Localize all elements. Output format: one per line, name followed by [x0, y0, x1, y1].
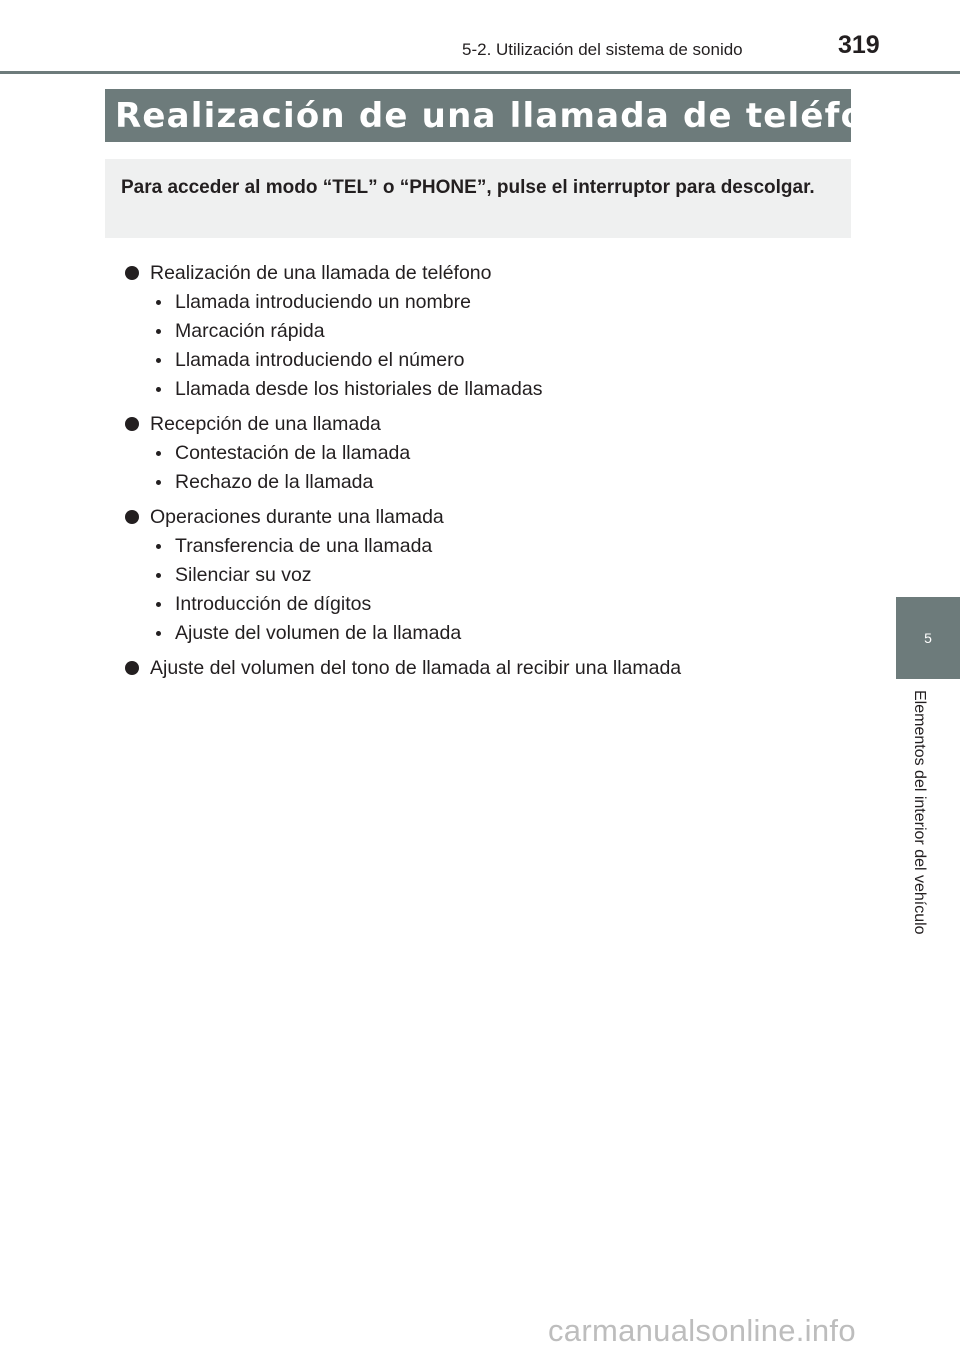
list-item: [125, 439, 855, 468]
group-heading-label: Operaciones durante una llamada: [150, 506, 444, 528]
page-number: 319: [838, 31, 880, 59]
chapter-number: 5: [924, 630, 932, 646]
bullet-icon: [156, 300, 161, 305]
list-item-label: Llamada introduciendo el número: [175, 349, 465, 371]
group: [125, 259, 855, 404]
bullet-dot-icon: [125, 417, 139, 431]
bullet-dot-icon: [125, 266, 139, 280]
group: [125, 410, 855, 497]
bullet-icon: [156, 358, 161, 363]
bullet-dot-icon: [125, 661, 139, 675]
list-item: [125, 346, 855, 375]
list-item: [125, 317, 855, 346]
bullet-icon: [156, 480, 161, 485]
bullet-dot-icon: [125, 510, 139, 524]
title-bar: [105, 89, 916, 142]
list-item: [125, 590, 855, 619]
group-heading: [125, 410, 855, 439]
list-item: [125, 532, 855, 561]
content: [125, 259, 855, 689]
intro-text: Para acceder al modo “TEL” o “PHONE”, pulse el interruptor para descolgar.: [121, 177, 815, 198]
list-item: [125, 288, 855, 317]
list-item-label: Rechazo de la llamada: [175, 471, 374, 493]
list-item-label: Marcación rápida: [175, 320, 325, 342]
intro-box: [105, 159, 851, 238]
bullet-icon: [156, 602, 161, 607]
list-item-label: Transferencia de una llamada: [175, 535, 433, 557]
list-item: [125, 561, 855, 590]
list-item-label: Llamada desde los historiales de llamadas: [175, 378, 543, 400]
list-item-label: Introducción de dígitos: [175, 593, 372, 615]
header-rule: [0, 71, 960, 74]
chapter-tab: [896, 597, 960, 679]
list-item-label: Ajuste del volumen de la llamada: [175, 622, 462, 644]
group: [125, 654, 855, 683]
group-heading-label: Realización de una llamada de teléfono: [150, 262, 492, 284]
bullet-icon: [156, 573, 161, 578]
group-heading: [125, 503, 855, 532]
group: [125, 503, 855, 648]
group-heading: [125, 259, 855, 288]
bullet-icon: [156, 387, 161, 392]
bullet-icon: [156, 329, 161, 334]
group-heading: [125, 654, 855, 683]
list-item: [125, 468, 855, 497]
bullet-icon: [156, 544, 161, 549]
group-heading-label: Recepción de una llamada: [150, 413, 381, 435]
list-item: [125, 619, 855, 648]
list-item-label: Contestación de la llamada: [175, 442, 411, 464]
list-item-label: Silenciar su voz: [175, 564, 312, 586]
bullet-icon: [156, 451, 161, 456]
list-item: [125, 375, 855, 404]
chapter-side-label: Elementos del interior del vehículo: [911, 690, 928, 935]
header-section-title: 5-2. Utilización del sistema de sonido: [462, 40, 743, 59]
page-title: Realización de una llamada de teléfono: [115, 95, 916, 136]
watermark: carmanualsonline.info: [548, 1313, 856, 1348]
group-heading-label: Ajuste del volumen del tono de llamada al recibir una llamada: [150, 657, 682, 679]
list-item-label: Llamada introduciendo un nombre: [175, 291, 471, 313]
bullet-icon: [156, 631, 161, 636]
